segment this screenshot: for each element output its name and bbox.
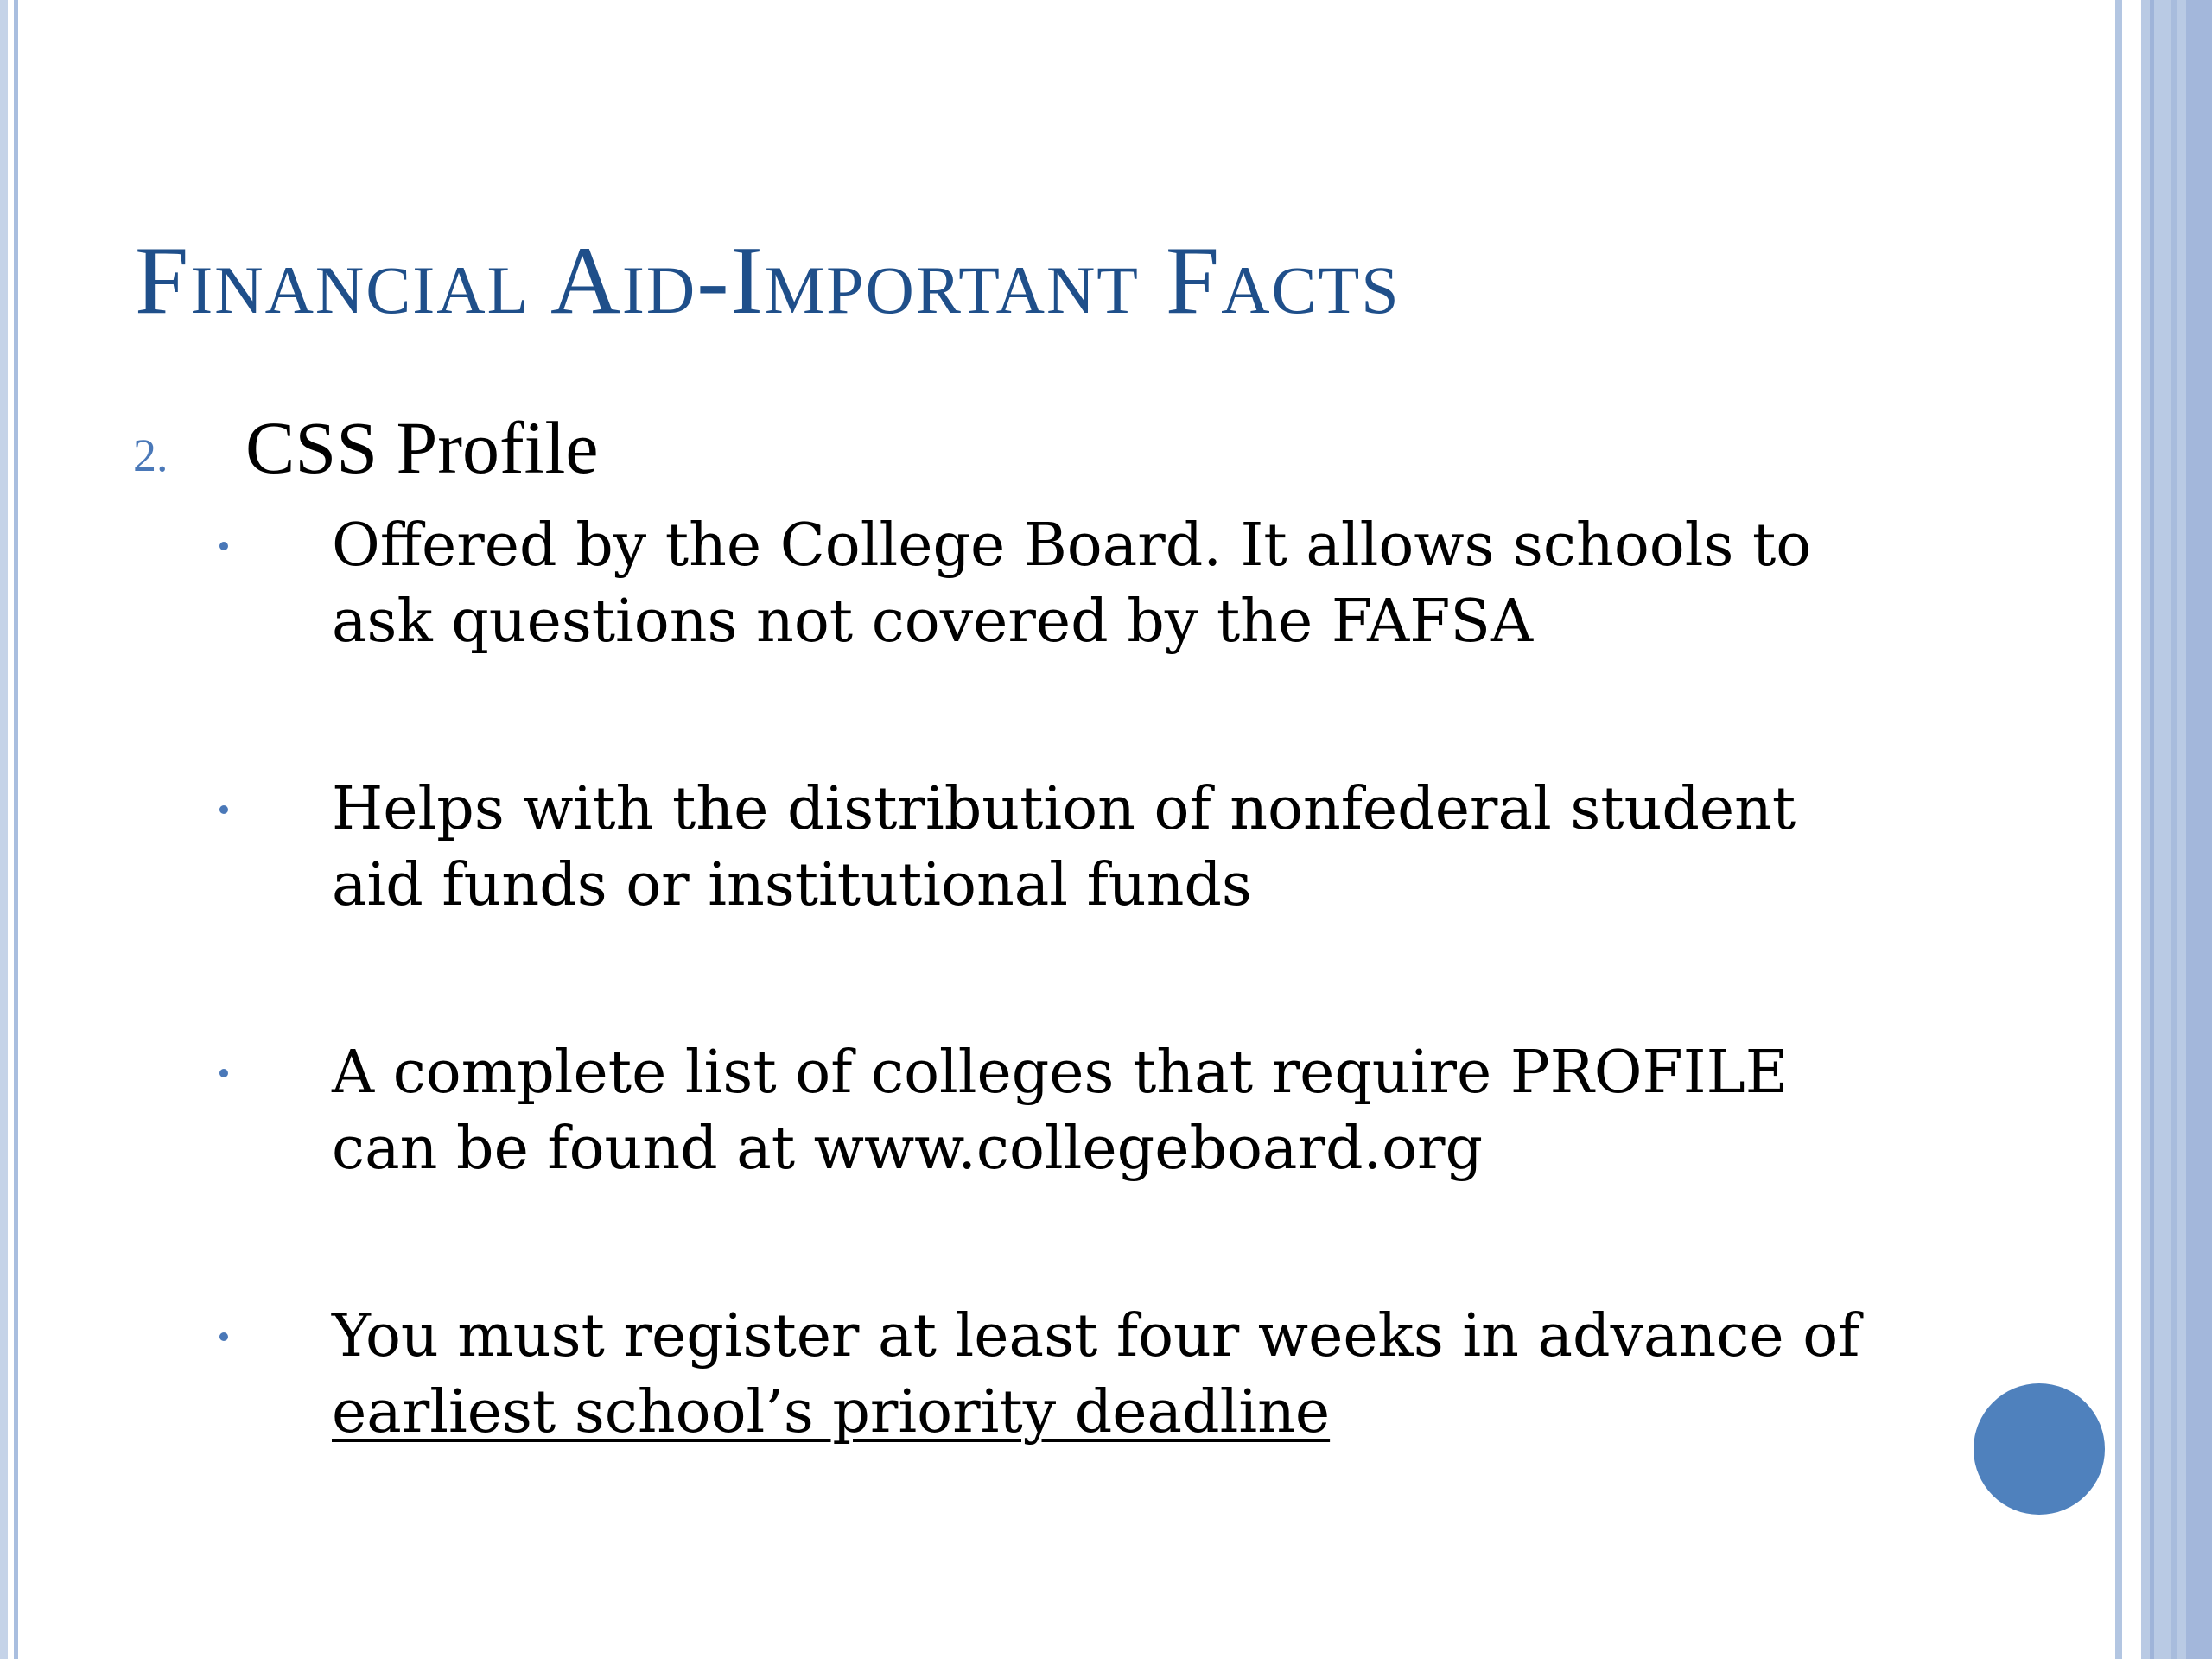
bullet-item [332,1299,1930,1451]
right-frame-stripe [2171,0,2177,1659]
decorative-circle [1974,1383,2105,1515]
slide-title: Financial Aid-Important Facts [135,227,1401,334]
right-frame-stripe [2150,0,2154,1659]
underlined-deadline-text: earliest school’s priority deadline [332,1378,1331,1446]
bullet-line: ask questions not covered by the FAFSA [332,588,1534,656]
left-frame-line-inner [14,0,18,1659]
bullet-item [332,772,1930,924]
right-frame-line [2115,0,2122,1659]
bullet-icon [219,1069,228,1077]
list-number: 2. [133,429,168,481]
bullet-icon [219,542,228,550]
bullet-line: You must register at least four weeks in advance of [332,1302,1860,1370]
bullet-item [332,1035,1930,1187]
bullet-line: aid funds or institutional funds [332,851,1252,919]
bullet-line: A complete list of colleges that require PROFILE [332,1039,1789,1107]
list-item-heading: CSS Profile [245,406,599,489]
bullet-line: Offered by the College Board. It allows schools to [332,512,1812,580]
left-frame-line [0,0,8,1659]
bullet-icon [219,1332,228,1341]
bullet-icon [219,805,228,814]
right-frame-stripe [2186,0,2212,1659]
bullet-line: Helps with the distribution of nonfederal student [332,775,1796,843]
bullet-item [332,508,1930,660]
bullet-line: can be found at www.collegeboard.org [332,1115,1484,1183]
